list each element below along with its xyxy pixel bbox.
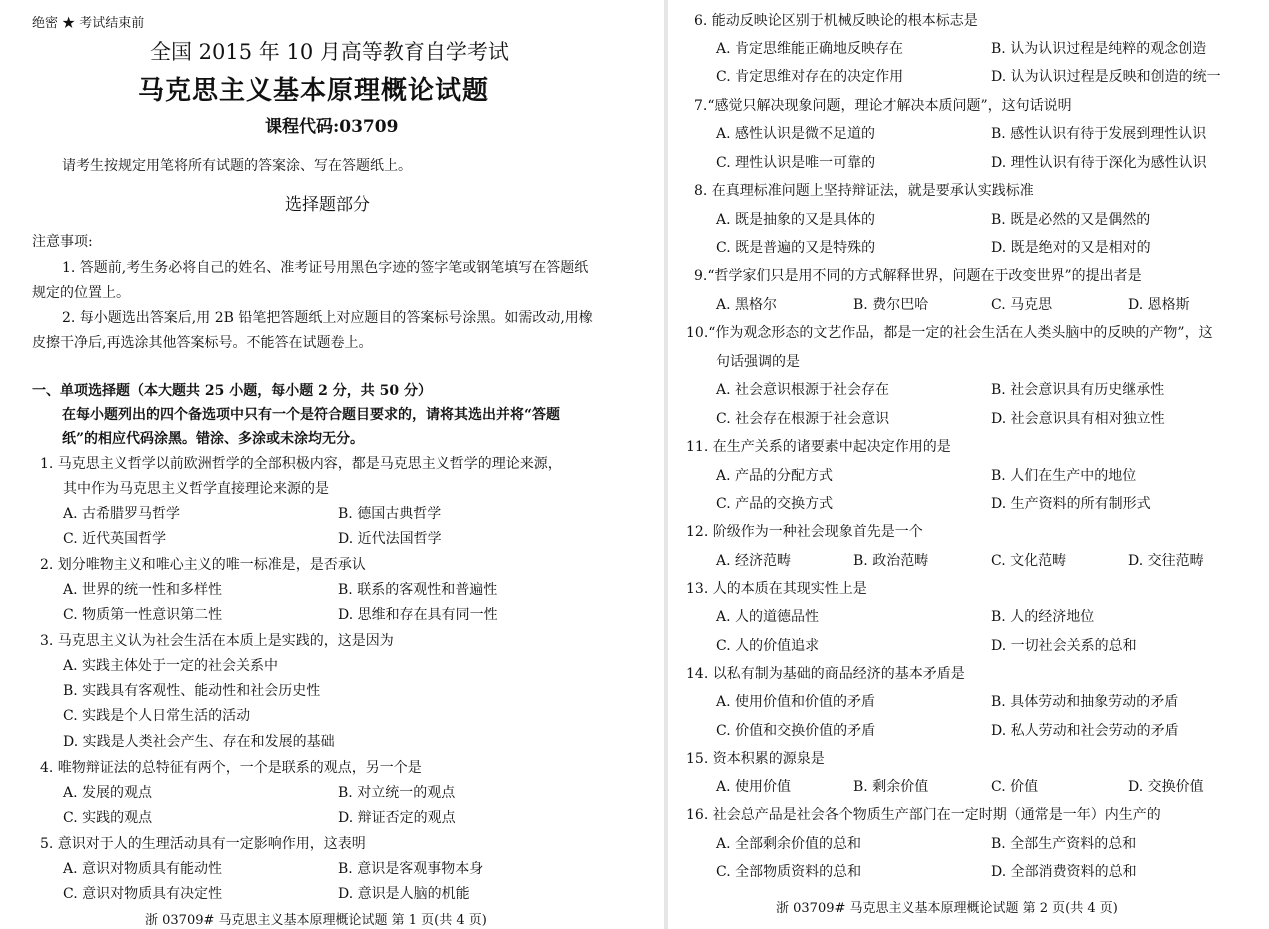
q9-option-b: B. 费尔巴哈 <box>853 297 929 313</box>
q15-option-b: B. 剩余价值 <box>853 779 929 795</box>
q14-option-d: D. 私人劳动和社会劳动的矛盾 <box>991 723 1179 739</box>
q12-option-d: D. 交往范畴 <box>1128 553 1204 569</box>
q10-option-c: C. 社会存在根源于社会意识 <box>716 411 890 427</box>
q13-option-c: C. 人的价值追求 <box>716 638 820 654</box>
q2-option-c: C. 物质第一性意识第二性 <box>63 607 223 623</box>
question-9: 9.“哲学家们只是用不同的方式解释世界，问题在于改变世界”的提出者是 <box>694 268 1142 284</box>
page-2 <box>668 0 1269 929</box>
q13-option-d: D. 一切社会关系的总和 <box>991 638 1137 654</box>
question-5: 5. 意识对于人的生理活动具有一定影响作用，这表明 <box>40 836 366 852</box>
q1-option-b: B. 德国古典哲学 <box>338 506 442 522</box>
page-1-footer: 浙 03709# 马克思主义基本原理概论试题 第 1 页(共 4 页) <box>145 913 487 928</box>
question-12: 12. 阶级作为一种社会现象首先是一个 <box>686 524 923 540</box>
q16-option-d: D. 全部消费资料的总和 <box>991 864 1137 880</box>
q3-option-b: B. 实践具有客观性、能动性和社会历史性 <box>63 683 321 699</box>
q2-option-b: B. 联系的客观性和普遍性 <box>338 582 498 598</box>
note-2-line-2: 皮擦干净后,再选涂其他答案标号。不能答在试题卷上。 <box>32 335 373 351</box>
q15-option-a: A. 使用价值 <box>716 779 792 795</box>
section-title: 选择题部分 <box>285 195 370 215</box>
q16-option-b: B. 全部生产资料的总和 <box>991 836 1137 852</box>
paper-title: 马克思主义基本原理概论试题 <box>138 76 490 106</box>
q12-option-b: B. 政治范畴 <box>853 553 929 569</box>
question-16: 16. 社会总产品是社会各个物质生产部门在一定时期（通常是一年）内生产的 <box>686 807 1161 823</box>
q4-option-a: A. 发展的观点 <box>63 785 153 801</box>
course-code: 课程代码:03709 <box>265 117 399 137</box>
q11-option-d: D. 生产资料的所有制形式 <box>991 496 1151 512</box>
part-instruction-1: 在每小题列出的四个备选项中只有一个是符合题目要求的，请将其选出并将“答题 <box>62 407 561 423</box>
q8-option-d: D. 既是绝对的又是相对的 <box>991 240 1151 256</box>
q1-option-c: C. 近代英国哲学 <box>63 531 167 547</box>
question-14: 14. 以私有制为基础的商品经济的基本矛盾是 <box>686 666 965 682</box>
q6-option-b: B. 认为认识过程是纯粹的观念创造 <box>991 41 1207 57</box>
q14-option-b: B. 具体劳动和抽象劳动的矛盾 <box>991 694 1179 710</box>
q8-option-c: C. 既是普遍的又是特殊的 <box>716 240 876 256</box>
q8-option-a: A. 既是抽象的又是具体的 <box>716 212 876 228</box>
notes-heading: 注意事项: <box>32 234 93 250</box>
question-2: 2. 划分唯物主义和唯心主义的唯一标准是，是否承认 <box>40 557 366 573</box>
question-3: 3. 马克思主义认为社会生活在本质上是实践的，这是因为 <box>40 633 394 649</box>
q6-option-a: A. 肯定思维能正确地反映存在 <box>716 41 904 57</box>
part-instruction-2: 纸”的相应代码涂黑。错涂、多涂或未涂均无分。 <box>62 431 365 447</box>
q14-option-c: C. 价值和交换价值的矛盾 <box>716 723 876 739</box>
q4-option-b: B. 对立统一的观点 <box>338 785 456 801</box>
q12-option-c: C. 文化范畴 <box>991 553 1067 569</box>
q3-option-c: C. 实践是个人日常生活的活动 <box>63 708 251 724</box>
q13-option-a: A. 人的道德品性 <box>716 609 820 625</box>
q6-option-d: D. 认为认识过程是反映和创造的统一 <box>991 69 1221 85</box>
question-13: 13. 人的本质在其现实性上是 <box>686 581 867 597</box>
q8-option-b: B. 既是必然的又是偶然的 <box>991 212 1151 228</box>
q11-option-c: C. 产品的交换方式 <box>716 496 834 512</box>
question-10-line-1: 10.“作为观念形态的文艺作品，都是一定的社会生活在人类头脑中的反映的产物”，这 <box>686 325 1213 341</box>
question-7: 7.“感觉只解决现象问题，理论才解决本质问题”，这句话说明 <box>694 98 1072 114</box>
note-2-line-1: 2. 每小题选出答案后,用 2B 铅笔把答题纸上对应题目的答案标号涂黑。如需改动,用橡 <box>62 310 593 326</box>
q12-option-a: A. 经济范畴 <box>716 553 792 569</box>
q10-option-d: D. 社会意识具有相对独立性 <box>991 411 1165 427</box>
q15-option-c: C. 价值 <box>991 779 1039 795</box>
q2-option-a: A. 世界的统一性和多样性 <box>63 582 223 598</box>
question-1-line-2: 其中作为马克思主义哲学直接理论来源的是 <box>63 481 329 497</box>
q1-option-d: D. 近代法国哲学 <box>338 531 442 547</box>
q9-option-d: D. 恩格斯 <box>1128 297 1190 313</box>
exam-title: 全国 2015 年 10 月高等教育自学考试 <box>150 40 509 64</box>
question-4: 4. 唯物辩证法的总特征有两个，一个是联系的观点，另一个是 <box>40 760 422 776</box>
question-6: 6. 能动反映论区别于机械反映论的根本标志是 <box>694 13 978 29</box>
q11-option-b: B. 人们在生产中的地位 <box>991 468 1137 484</box>
q4-option-c: C. 实践的观点 <box>63 810 153 826</box>
page-2-footer: 浙 03709# 马克思主义基本原理概论试题 第 2 页(共 4 页) <box>776 901 1118 916</box>
q5-option-b: B. 意识是客观事物本身 <box>338 861 484 877</box>
q2-option-d: D. 思维和存在具有同一性 <box>338 607 498 623</box>
question-15: 15. 资本积累的源泉是 <box>686 751 825 767</box>
instruction: 请考生按规定用笔将所有试题的答案涂、写在答题纸上。 <box>62 158 412 174</box>
q3-option-a: A. 实践主体处于一定的社会关系中 <box>63 658 279 674</box>
q15-option-d: D. 交换价值 <box>1128 779 1204 795</box>
q3-option-d: D. 实践是人类社会产生、存在和发展的基础 <box>63 734 335 750</box>
q9-option-a: A. 黑格尔 <box>716 297 778 313</box>
q7-option-a: A. 感性认识是微不足道的 <box>716 126 876 142</box>
q13-option-b: B. 人的经济地位 <box>991 609 1095 625</box>
q7-option-d: D. 理性认识有待于深化为感性认识 <box>991 155 1207 171</box>
question-10-line-2: 句话强调的是 <box>716 354 800 370</box>
q16-option-c: C. 全部物质资料的总和 <box>716 864 862 880</box>
q10-option-b: B. 社会意识具有历史继承性 <box>991 382 1165 398</box>
question-11: 11. 在生产关系的诸要素中起决定作用的是 <box>686 439 951 455</box>
question-1-line-1: 1. 马克思主义哲学以前欧洲哲学的全部积极内容，都是马克思主义哲学的理论来源， <box>40 456 562 472</box>
q7-option-b: B. 感性认识有待于发展到理性认识 <box>991 126 1207 142</box>
note-1-line-2: 规定的位置上。 <box>32 285 130 301</box>
q14-option-a: A. 使用价值和价值的矛盾 <box>716 694 876 710</box>
note-1-line-1: 1. 答题前,考生务必将自己的姓名、准考证号用黑色字迹的签字笔或钢笔填写在答题纸 <box>62 260 589 276</box>
secret-label: 绝密 ★ 考试结束前 <box>32 16 145 31</box>
q9-option-c: C. 马克思 <box>991 297 1053 313</box>
q7-option-c: C. 理性认识是唯一可靠的 <box>716 155 876 171</box>
q5-option-a: A. 意识对物质具有能动性 <box>63 861 223 877</box>
q1-option-a: A. 古希腊罗马哲学 <box>63 506 181 522</box>
part-heading: 一、单项选择题（本大题共 25 小题，每小题 2 分，共 50 分） <box>32 383 432 399</box>
question-8: 8. 在真理标准问题上坚持辩证法，就是要承认实践标准 <box>694 183 1034 199</box>
q11-option-a: A. 产品的分配方式 <box>716 468 834 484</box>
q16-option-a: A. 全部剩余价值的总和 <box>716 836 862 852</box>
q5-option-c: C. 意识对物质具有决定性 <box>63 886 223 902</box>
q4-option-d: D. 辩证否定的观点 <box>338 810 456 826</box>
q5-option-d: D. 意识是人脑的机能 <box>338 886 470 902</box>
q6-option-c: C. 肯定思维对存在的决定作用 <box>716 69 904 85</box>
q10-option-a: A. 社会意识根源于社会存在 <box>716 382 890 398</box>
